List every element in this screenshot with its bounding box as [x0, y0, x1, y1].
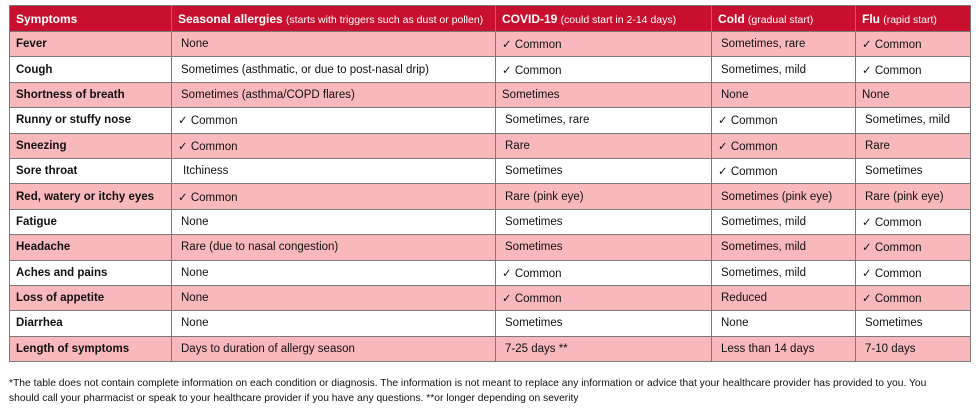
symptom-cell: Shortness of breath [10, 82, 172, 107]
symptom-cell: Fever [10, 32, 172, 57]
table-body [10, 32, 971, 362]
table-row [10, 133, 971, 158]
covid-cell: Sometimes, rare [496, 108, 712, 133]
symptom-cell: Sneezing [10, 133, 172, 158]
symptom-cell: Cough [10, 57, 172, 82]
cold-cell: Reduced [712, 285, 856, 310]
header-symptoms: Symptoms [10, 6, 172, 32]
cold-cell: None [712, 311, 856, 336]
flu-cell: ✓ Common [856, 57, 971, 82]
covid-cell: Sometimes [496, 235, 712, 260]
header-seasonal-allergies: Seasonal allergies (starts with triggers such as dust or pollen) [172, 6, 496, 32]
covid-cell: Rare [496, 133, 712, 158]
flu-cell: ✓ Common [856, 235, 971, 260]
allergies-cell: None [172, 32, 496, 57]
covid-cell: Rare (pink eye) [496, 184, 712, 209]
table-row [10, 82, 971, 107]
cold-cell: Sometimes, mild [712, 209, 856, 234]
allergies-cell: Sometimes (asthma/COPD flares) [172, 82, 496, 107]
symptom-comparison-table [9, 5, 971, 362]
table-row [10, 158, 971, 183]
covid-cell: ✓ Common [496, 32, 712, 57]
allergies-cell: None [172, 260, 496, 285]
covid-cell: Sometimes [496, 82, 712, 107]
flu-cell: ✓ Common [856, 285, 971, 310]
allergies-cell: None [172, 311, 496, 336]
cold-cell: ✓ Common [712, 108, 856, 133]
symptom-cell: Red, watery or itchy eyes [10, 184, 172, 209]
table-row [10, 285, 971, 310]
allergies-cell: ✓ Common [172, 133, 496, 158]
allergies-cell: Days to duration of allergy season [172, 336, 496, 361]
covid-cell: 7-25 days ** [496, 336, 712, 361]
allergies-cell: Rare (due to nasal congestion) [172, 235, 496, 260]
covid-cell: ✓ Common [496, 285, 712, 310]
flu-cell: Rare (pink eye) [856, 184, 971, 209]
flu-cell: Rare [856, 133, 971, 158]
flu-cell: Sometimes [856, 311, 971, 336]
allergies-cell: Itchiness [172, 158, 496, 183]
cold-cell: Less than 14 days [712, 336, 856, 361]
table-row [10, 32, 971, 57]
symptom-cell: Diarrhea [10, 311, 172, 336]
allergies-cell: None [172, 285, 496, 310]
header-flu: Flu (rapid start) [856, 6, 971, 32]
table-row [10, 260, 971, 285]
table-row [10, 336, 971, 361]
footnote [9, 376, 970, 406]
flu-cell: ✓ Common [856, 209, 971, 234]
cold-cell: Sometimes, mild [712, 260, 856, 285]
comparison-table-container [9, 5, 970, 362]
header-cold: Cold (gradual start) [712, 6, 856, 32]
table-row [10, 57, 971, 82]
flu-cell: Sometimes, mild [856, 108, 971, 133]
allergies-cell: ✓ Common [172, 108, 496, 133]
covid-cell: ✓ Common [496, 57, 712, 82]
footnote-line-2: should call your pharmacist or speak to your healthcare provider if you have any questions. **or longer depending on severity [9, 393, 579, 404]
cold-cell: None [712, 82, 856, 107]
covid-cell: Sometimes [496, 158, 712, 183]
table-row [10, 209, 971, 234]
cold-cell: Sometimes, mild [712, 235, 856, 260]
allergies-cell: None [172, 209, 496, 234]
symptom-cell: Aches and pains [10, 260, 172, 285]
covid-cell: Sometimes [496, 209, 712, 234]
flu-cell: None [856, 82, 971, 107]
table-row [10, 235, 971, 260]
symptom-cell: Headache [10, 235, 172, 260]
covid-cell: Sometimes [496, 311, 712, 336]
symptom-cell: Length of symptoms [10, 336, 172, 361]
symptom-cell: Fatigue [10, 209, 172, 234]
symptom-cell: Runny or stuffy nose [10, 108, 172, 133]
cold-cell: Sometimes, rare [712, 32, 856, 57]
allergies-cell: Sometimes (asthmatic, or due to post-nasal drip) [172, 57, 496, 82]
cold-cell: ✓ Common [712, 158, 856, 183]
covid-cell: ✓ Common [496, 260, 712, 285]
table-header-row [10, 6, 971, 32]
allergies-cell: ✓ Common [172, 184, 496, 209]
flu-cell: 7-10 days [856, 336, 971, 361]
flu-cell: ✓ Common [856, 260, 971, 285]
header-covid: COVID-19 (could start in 2-14 days) [496, 6, 712, 32]
flu-cell: Sometimes [856, 158, 971, 183]
symptom-cell: Sore throat [10, 158, 172, 183]
table-row [10, 184, 971, 209]
cold-cell: ✓ Common [712, 133, 856, 158]
cold-cell: Sometimes (pink eye) [712, 184, 856, 209]
flu-cell: ✓ Common [856, 32, 971, 57]
symptom-cell: Loss of appetite [10, 285, 172, 310]
cold-cell: Sometimes, mild [712, 57, 856, 82]
table-row [10, 311, 971, 336]
footnote-line-1: *The table does not contain complete information on each condition or diagnosis. The information is not meant to replace any information or advice that your healthcare provider has provided to you. You [9, 378, 927, 389]
table-row [10, 108, 971, 133]
